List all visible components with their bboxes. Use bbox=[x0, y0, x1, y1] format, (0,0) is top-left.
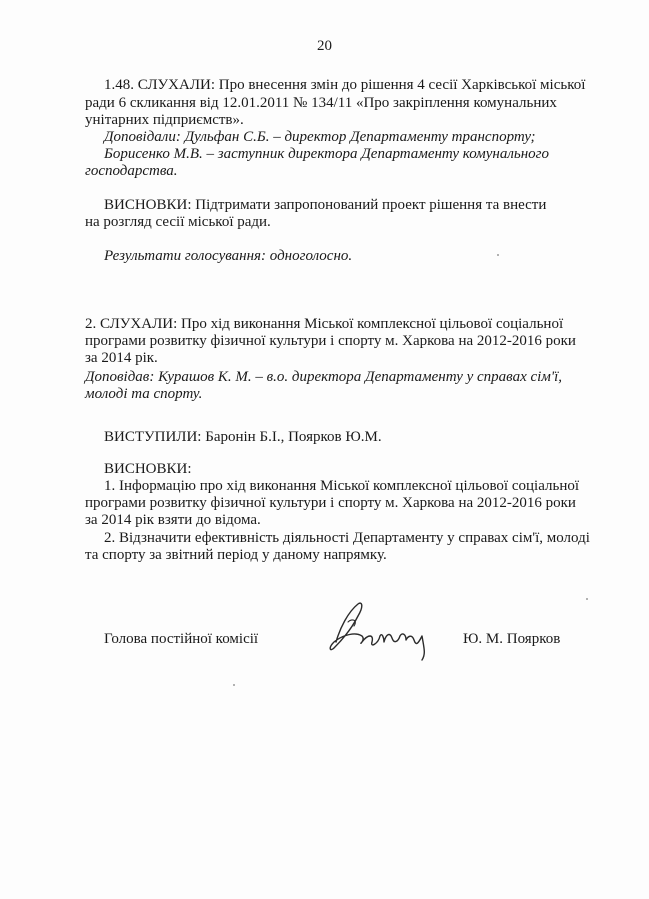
page-number: 20 bbox=[317, 38, 332, 54]
item-2-conclusion-1-line-2: програми розвитку фізичної культури і спорту м. Харкова на 2012-2016 роки bbox=[85, 495, 576, 511]
item-1-48-speakers-line-3: господарства. bbox=[85, 163, 178, 179]
item-1-48-speakers-line-1: Доповідали: Дульфан С.Б. – директор Департаменту транспорту; bbox=[104, 129, 536, 145]
item-2-conclusion-2-line-1: 2. Відзначити ефективність діяльності Департаменту у справах сім'ї, молоді bbox=[104, 530, 590, 546]
item-2-conclusions-title: ВИСНОВКИ: bbox=[104, 461, 192, 477]
item-2-conclusion-2-line-2: та спорту за звітний період у даному напрямку. bbox=[85, 547, 387, 563]
item-2-spoke: ВИСТУПИЛИ: Баронін Б.І., Поярков Ю.М. bbox=[104, 429, 382, 445]
item-1-48-vote-result: Результати голосування: одноголосно. bbox=[104, 248, 353, 264]
item-2-heard-line-1 bbox=[85, 315, 563, 333]
item-1-48-speakers-line-2: Борисенко М.В. – заступник директора Департаменту комунального bbox=[104, 146, 550, 162]
item-2-heard-label: 2. СЛУХАЛИ: bbox=[85, 316, 178, 332]
item-2-conclusion-1-line-1: 1. Інформацію про хід виконання Міської комплексної цільової соціальної bbox=[104, 478, 580, 494]
item-1-48-heard-label: 1.48. СЛУХАЛИ: bbox=[104, 77, 216, 93]
item-2-conclusion-1-line-3: за 2014 рік взяти до відома. bbox=[85, 512, 261, 528]
handwritten-signature bbox=[318, 598, 438, 666]
item-1-48-heard-text: Про внесення змін до рішення 4 сесії Харківської міської bbox=[218, 77, 586, 93]
scan-speck bbox=[233, 684, 235, 686]
scan-speck bbox=[586, 598, 588, 600]
item-1-48-heard-line-1 bbox=[104, 76, 585, 94]
item-2-speaker-line-1: Доповідав: Курашов К. М. – в.о. директора Департаменту у справах сім'ї, bbox=[85, 369, 563, 385]
item-1-48-conclusion-line-1: ВИСНОВКИ: Підтримати запропонований проект рішення та внести bbox=[104, 197, 547, 213]
item-2-heard-text: Про хід виконання Міської комплексної цільової соціальної bbox=[181, 316, 564, 332]
item-2-heard-line-3: за 2014 рік. bbox=[85, 350, 158, 366]
item-1-48-heard-line-3: унітарних підприємств». bbox=[85, 112, 244, 128]
signature-position: Голова постійної комісії bbox=[104, 631, 259, 647]
signature-name: Ю. М. Поярков bbox=[463, 631, 561, 647]
scan-speck bbox=[497, 254, 499, 256]
item-2-heard-line-2: програми розвитку фізичної культури і спорту м. Харкова на 2012-2016 роки bbox=[85, 333, 576, 349]
item-1-48-conclusion-line-2: на розгляд сесії міської ради. bbox=[85, 214, 271, 230]
item-2-speaker-line-2: молоді та спорту. bbox=[85, 386, 203, 402]
item-1-48-heard-line-2: ради 6 скликання від 12.01.2011 № 134/11 «Про закріплення комунальних bbox=[85, 95, 557, 111]
